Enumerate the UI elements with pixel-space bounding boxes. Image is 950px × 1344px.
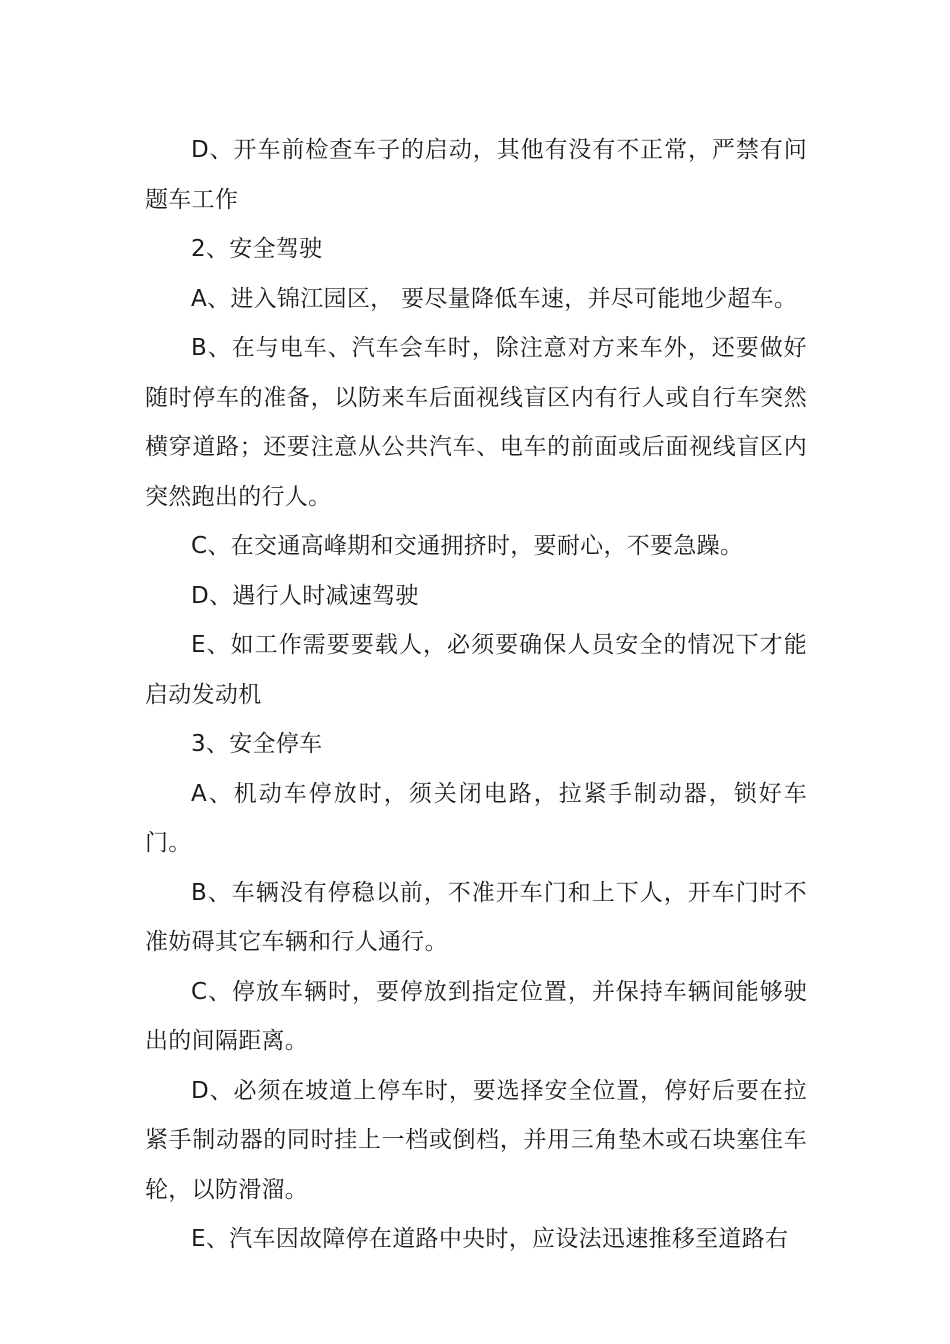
paragraph-doors: B、车辆没有停稳以前，不准开车门和上下人，开车门时不准妨碍其它车辆和行人通行。	[145, 879, 807, 955]
paragraph-pedestrians: D、遇行人时减速驾驶	[191, 582, 419, 609]
paragraph-breakdown: E、汽车因故障停在道路中央时，应设法迅速推移至道路右	[191, 1226, 789, 1252]
paragraph-check-before-start: D、开车前检查车子的启动，其他有没有不正常，严禁有问题车工作	[145, 137, 807, 213]
heading-safe-parking: 3、安全停车	[191, 731, 323, 757]
paragraph-parking-lock: A、机动车停放时，须关闭电路，拉紧手制动器，锁好车门。	[145, 780, 807, 856]
paragraph-peak-traffic: C、在交通高峰期和交通拥挤时，要耐心，不要急躁。	[191, 533, 744, 559]
document-body	[145, 126, 807, 1265]
paragraph-park-speed: A、进入锦江园区， 要尽量降低车速，并尽可能地少超车。	[191, 285, 798, 312]
paragraph-meeting-vehicles: B、在与电车、汽车会车时，除注意对方来车外，还要做好随时停车的准备，以防来车后面视线盲区内有行人或自行车突然横穿道路；还要注意从公共汽车、电车的前面或后面视线盲区内突然跑出的行人。	[145, 335, 807, 510]
paragraph-designated-spot: C、停放车辆时，要停放到指定位置，并保持车辆间能够驶出的间隔距离。	[145, 978, 807, 1054]
paragraph-carrying-people: E、如工作需要要载人，必须要确保人员安全的情况下才能启动发动机	[145, 632, 807, 708]
paragraph-slope-parking: D、必须在坡道上停车时，要选择安全位置，停好后要在拉紧手制动器的同时挂上一档或倒档，并用三角垫木或石块塞住车轮，以防滑溜。	[145, 1077, 807, 1203]
heading-safe-driving: 2、安全驾驶	[191, 236, 323, 262]
